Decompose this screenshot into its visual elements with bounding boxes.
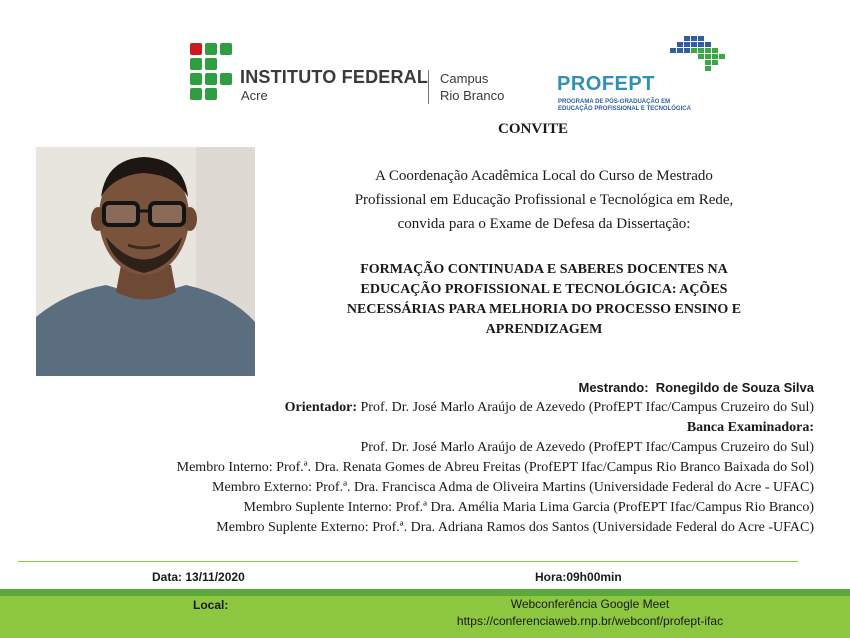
institution-state: Acre [241, 88, 268, 103]
logo-square [205, 73, 217, 85]
banca-membro-externo: Membro Externo: Prof.ª. Dra. Francisca Adma de Oliveira Martins (Universidade Federal do Acre - UFAC) [212, 480, 814, 495]
webconference-name: Webconferência Google Meet [510, 597, 670, 611]
candidate-photo [36, 147, 255, 376]
defense-date: Data: 13/11/2020 [152, 570, 245, 584]
local-label: Local: [193, 598, 229, 612]
institution-name: INSTITUTO FEDERAL [240, 67, 429, 87]
logo-square [220, 73, 232, 85]
footer-band-dark [0, 589, 850, 596]
banca-membro-interno: Membro Interno: Prof.ª. Dra. Renata Gomes de Abreu Freitas (ProfEPT Ifac/Campus Rio Branco Baixada do Sol) [176, 460, 814, 475]
logo-square [205, 43, 217, 55]
campus-name: Rio Branco [440, 88, 505, 103]
logo-divider [428, 70, 429, 104]
orientador [285, 400, 814, 416]
logo-square [205, 88, 217, 100]
profept-subtitle-line1: PROGRAMA DE PÓS-GRADUAÇÃO EM [558, 99, 671, 105]
orientador-label: Orientador: [284, 400, 357, 415]
banca-president: Prof. Dr. José Marlo Araújo de Azevedo (ProfEPT Ifac/Campus Cruzeiro do Sul) [360, 440, 814, 455]
mestrando [579, 380, 815, 395]
mestrando-label: Mestrando: [578, 380, 649, 395]
thesis-title-line: APRENDIZAGEM [485, 322, 603, 337]
invitation-heading: CONVITE [497, 121, 568, 137]
intro-line: A Coordenação Acadêmica Local do Curso de Mestrado [375, 168, 713, 184]
logo-square [190, 88, 202, 100]
orientador-name: Prof. Dr. José Marlo Araújo de Azevedo (ProfEPT Ifac/Campus Cruzeiro do Sul) [360, 400, 814, 415]
webconference-url[interactable]: https://conferenciaweb.rnp.br/webconf/profept-ifac [456, 614, 724, 628]
instituto-federal-logo [190, 43, 234, 101]
thesis-title-line: EDUCAÇÃO PROFISSIONAL E TECNOLÓGICA: AÇÕES [360, 282, 728, 297]
mestrando-name: Ronegildo de Souza Silva [655, 380, 814, 395]
profept-subtitle-line2: EDUCAÇÃO PROFISSIONAL E TECNOLÓGICA [558, 106, 691, 112]
profept-map-icon [660, 34, 730, 84]
logo-square-red [190, 43, 202, 55]
banca-suplente-externo: Membro Suplente Externo: Prof.ª. Dra. Adriana Ramos dos Santos (Universidade Federal do Acre -UFAC) [216, 520, 814, 535]
banca-label: Banca Examinadora: [686, 420, 814, 435]
logo-square [190, 73, 202, 85]
profept-title: PROFEPT [557, 73, 655, 95]
thesis-title-line: NECESSÁRIAS PARA MELHORIA DO PROCESSO ENSINO E [346, 302, 742, 317]
logo-square [190, 58, 202, 70]
defense-time: Hora:09h00min [535, 570, 622, 584]
intro-line: Profissional em Educação Profissional e Tecnológica em Rede, [354, 192, 734, 208]
footer-divider [18, 561, 798, 562]
intro-line: convida para o Exame de Defesa da Dissertação: [397, 216, 691, 232]
logo-square [205, 58, 217, 70]
thesis-title-line: FORMAÇÃO CONTINUADA E SABERES DOCENTES NA [360, 262, 728, 277]
banca-suplente-interno: Membro Suplente Interno: Prof.ª Dra. Amélia Maria Lima Garcia (ProfEPT Ifac/Campus Rio Branco) [243, 500, 814, 515]
campus-label: Campus [440, 71, 489, 86]
logo-square [220, 43, 232, 55]
